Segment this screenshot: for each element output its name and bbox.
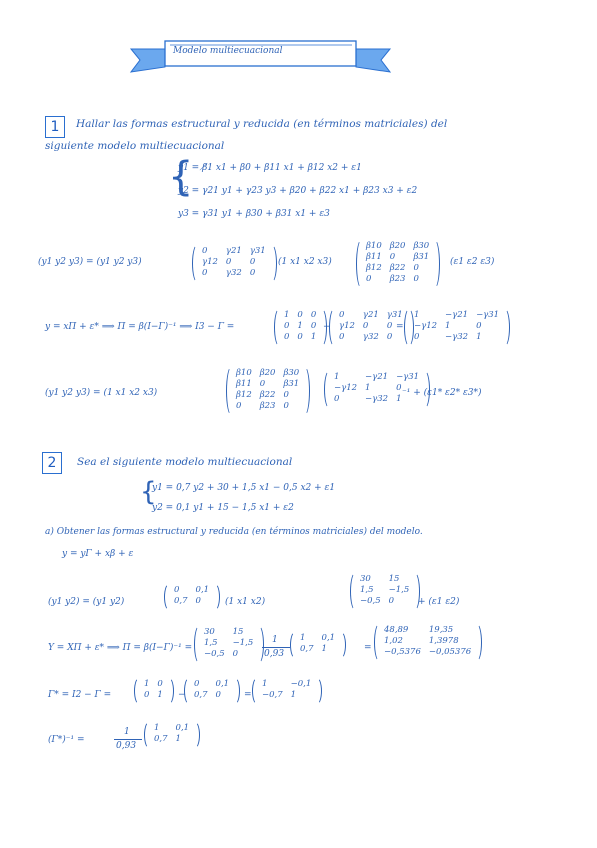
matrix-cell: 0 [388,596,395,606]
left-paren [194,625,205,664]
s2-inv-den: 0,93 [116,741,137,751]
section-1-heading-2: siguiente modelo multiecuacional [45,140,225,152]
matrix-cell: 1 [300,633,306,643]
s1-xvec: (1 x1 x2 x3) [278,257,332,267]
matrix-cell: β11 [366,252,382,262]
matrix-cell: β31 [413,252,430,262]
right-paren [189,721,200,749]
s2-g-matrix [190,679,233,701]
right-paren [299,366,310,416]
matrix-cell: 0 [414,332,420,342]
s1-final-rhs: ⁻¹ + (ε1* ε2* ε3*) [402,388,482,398]
s1-final-lhs: (y1 y2 y3) = (1 x1 x2 x3) [45,388,158,398]
matrix-cell: 1 [284,310,290,320]
matrix-cell: γ12 [202,257,218,267]
left-paren [192,244,203,283]
matrix-cell: γ32 [225,268,242,278]
matrix-cell: β23 [389,274,406,284]
s2-eq1: y1 = 0,7 y2 + 30 + 1,5 x1 − 0,5 x2 + ε1 [152,483,336,493]
matrix-cell: 0 [366,274,372,284]
matrix-cell: 0 [310,321,317,331]
matrix-cell: 1 [476,332,482,342]
s2-frac-den: 0,93 [264,649,285,659]
matrix-cell: 1 [414,310,420,320]
matrix-cell: 48,89 [384,625,409,635]
matrix-cell: β12 [236,390,252,400]
matrix-cell: 0 [215,690,221,700]
s2-inv-text: (Γ*)⁻¹ = [48,735,85,745]
s2-eq2-sign: = [244,690,252,700]
matrix-cell: β11 [236,379,252,389]
matrix-cell: −0,05376 [428,647,472,657]
matrix-cell: −γ12 [414,321,438,331]
s2-minus: − [178,690,186,700]
matrix-cell: 0 [310,310,317,320]
matrix-cell: 0 [386,321,393,331]
left-paren [404,308,415,347]
s1-lhs: (y1 y2 y3) = (y1 y2 y3) [38,257,142,267]
s2-result-matrix [380,625,475,658]
left-paren [184,677,195,705]
s1-ig-matrix [410,310,503,343]
matrix-cell: 0 [413,263,419,273]
matrix-cell: 30 [360,574,371,584]
matrix-cell: 0 [194,679,200,689]
matrix-cell: −0,7 [262,690,283,700]
matrix-cell: 1 [175,734,181,744]
system-brace: { [168,154,194,200]
matrix-cell: 1 [334,372,340,382]
matrix-cell: 1,3978 [428,636,459,646]
matrix-cell: 0 [259,379,266,389]
matrix-cell: 15 [232,627,244,637]
matrix-cell: −γ32 [365,394,389,404]
matrix-cell: 15 [388,574,400,584]
matrix-cell: γ21 [225,246,242,256]
left-paren [290,631,301,659]
right-paren [266,244,277,283]
matrix-cell: 0,1 [195,585,210,595]
matrix-cell: 30 [204,627,215,637]
right-paren [471,623,482,662]
matrix-cell: 0 [413,274,419,284]
matrix-cell: 0 [283,401,289,411]
s2-inv-matrix [150,723,193,745]
right-paren [311,677,322,705]
matrix-cell: 0,7 [174,596,188,606]
matrix-cell: γ31 [386,310,403,320]
matrix-cell: −0,1 [290,679,312,689]
right-paren [499,308,510,347]
matrix-cell: 0 [174,585,180,595]
section-2-number: 2 [42,452,62,474]
left-paren [374,623,385,662]
matrix-cell: −γ31 [476,310,500,320]
s1-equals: = [396,322,404,332]
matrix-cell: 0 [339,332,345,342]
s2-gamma-matrix [170,585,213,607]
matrix-cell: γ21 [362,310,379,320]
matrix-cell: β23 [259,401,276,411]
matrix-cell: 0 [157,679,163,689]
matrix-cell: 1 [297,321,303,331]
matrix-cell: −0,5 [360,596,381,606]
s1-beta2-matrix [232,368,303,412]
s1-gamma-matrix [198,246,270,279]
matrix-cell: −γ31 [396,372,420,382]
matrix-cell: 0 [284,321,290,331]
s2-eq2: y2 = 0,1 y1 + 15 − 1,5 x1 + ε2 [152,503,294,513]
matrix-cell: 0 [396,383,402,393]
matrix-cell: 1 [154,723,160,733]
matrix-cell: 0 [386,332,393,342]
matrix-cell: 0 [225,257,232,267]
matrix-cell: 19,35 [428,625,454,635]
right-paren [253,625,264,664]
matrix-cell: 0,1 [321,633,336,643]
s2-pi-text: Y = XΠ + ε* ⟹ Π = β(I−Γ)⁻¹ = [48,643,193,653]
matrix-cell: 1 [396,394,402,404]
matrix-cell: 0,7 [154,734,168,744]
s2-id-matrix [140,679,167,701]
matrix-cell: β31 [283,379,300,389]
matrix-cell: −0,5 [204,649,225,659]
s2-lhs: (y1 y2) = (y1 y2) [48,597,125,607]
left-paren [226,366,237,416]
left-paren [144,721,155,749]
section-1-heading: Hallar las formas estructural y reducida (en términos matriciales) del [76,118,448,130]
s2-struct: y = yΓ + xβ + ε [62,549,134,559]
matrix-cell: 1 [310,332,317,342]
s2-system-brace: { [140,477,157,507]
matrix-cell: 0 [362,321,369,331]
matrix-cell: β20 [259,368,276,378]
matrix-cell: 1 [144,679,150,689]
s2-frac-num: 1 [272,635,278,645]
left-paren [274,308,285,347]
matrix-cell: 0 [339,310,345,320]
s1-eq2: y2 = γ21 y1 + γ23 y3 + β20 + β22 x1 + β23 x3 + ε2 [178,186,418,196]
s2-eq-sign: = [364,643,372,653]
matrix-cell: 0 [249,268,256,278]
matrix-cell: β22 [259,390,276,400]
s1-beta-matrix [362,241,433,285]
matrix-cell: 0 [195,596,201,606]
matrix-cell: β22 [389,263,406,273]
matrix-cell: β10 [366,241,382,251]
matrix-cell: 1 [262,679,268,689]
matrix-cell: 0,1 [175,723,190,733]
left-paren [164,583,175,611]
s1-minus: − [323,322,331,332]
matrix-cell: −γ21 [445,310,469,320]
right-paren [429,239,440,289]
section-1-number: 1 [45,116,65,138]
s2-part-a: a) Obtener las formas estructural y reducida (en términos matriciales) del modelo. [45,527,423,537]
left-paren [356,239,367,289]
matrix-cell: 0 [297,332,303,342]
s1-reduced-text: y = xΠ + ε* ⟹ Π = β(I−Γ)⁻¹ ⟹ I3 − Γ = [45,322,235,332]
s2-ig-matrix [258,679,315,701]
page-title: Modelo multiecuacional [173,46,283,56]
matrix-cell: 1,02 [384,636,403,646]
matrix-cell: 0,7 [300,644,314,654]
matrix-cell: β20 [389,241,406,251]
matrix-cell: 0 [284,332,290,342]
matrix-cell: 1 [157,690,163,700]
s2-inv-num: 1 [124,727,130,737]
matrix-cell: γ31 [249,246,266,256]
matrix-cell: −γ21 [365,372,389,382]
matrix-cell: γ12 [339,321,355,331]
matrix-cell: −γ12 [334,383,358,393]
matrix-cell: 1,5 [204,638,218,648]
s1-eq1: y1 = β̸1 x1 + β0 + β11 x1 + β12 x2 + ε1 [178,163,362,173]
left-paren [350,572,361,611]
matrix-cell: 0 [334,394,340,404]
title-banner [0,0,597,90]
right-paren [335,631,346,659]
s2-xvec: (1 x1 x2) [225,597,266,607]
matrix-cell: β12 [366,263,382,273]
matrix-cell: γ32 [362,332,379,342]
matrix-cell: 1 [321,644,327,654]
s2-evec: + (ε1 ε2) [418,597,460,607]
left-paren [252,677,263,705]
matrix-cell: 1 [290,690,297,700]
left-paren [134,677,145,705]
matrix-cell: β30 [283,368,300,378]
left-paren [329,308,340,347]
matrix-cell: 0 [283,390,289,400]
matrix-cell: 0 [202,268,208,278]
section-2-heading: Sea el siguiente modelo multiecuacional [77,456,293,468]
inverse-fraction-bar [114,739,142,740]
left-paren [324,370,335,409]
matrix-cell: 0 [249,257,256,267]
s1-eq3: y3 = γ31 y1 + β30 + β31 x1 + ε3 [178,209,330,219]
matrix-cell: 0,7 [194,690,208,700]
matrix-cell: 0 [202,246,208,256]
matrix-cell: 0 [236,401,242,411]
matrix-cell: −γ32 [445,332,469,342]
s1-evec: (ε1 ε2 ε3) [450,257,495,267]
right-paren [209,583,220,611]
matrix-cell: −0,5376 [384,647,421,657]
matrix-cell: β30 [413,241,430,251]
s2-beta3-matrix [200,627,257,660]
matrix-cell: 0 [476,321,482,331]
matrix-cell: 0 [297,310,303,320]
matrix-cell: −1,5 [388,585,410,595]
matrix-cell: 0,1 [215,679,230,689]
matrix-cell: 0 [389,252,396,262]
matrix-cell: 1 [365,383,371,393]
matrix-cell: −1,5 [232,638,254,648]
s2-adj-matrix [296,633,339,655]
right-paren [229,677,240,705]
matrix-cell: β10 [236,368,252,378]
s2-ig-text: Γ* = I2 − Γ = [48,690,112,700]
matrix-cell: 1 [445,321,451,331]
matrix-cell: 0 [232,649,239,659]
fraction-bar [262,647,290,648]
right-paren [163,677,174,705]
s2-beta-matrix [356,574,413,607]
matrix-cell: 1,5 [360,585,374,595]
s1-identity-matrix [280,310,320,343]
matrix-cell: 0 [144,690,150,700]
